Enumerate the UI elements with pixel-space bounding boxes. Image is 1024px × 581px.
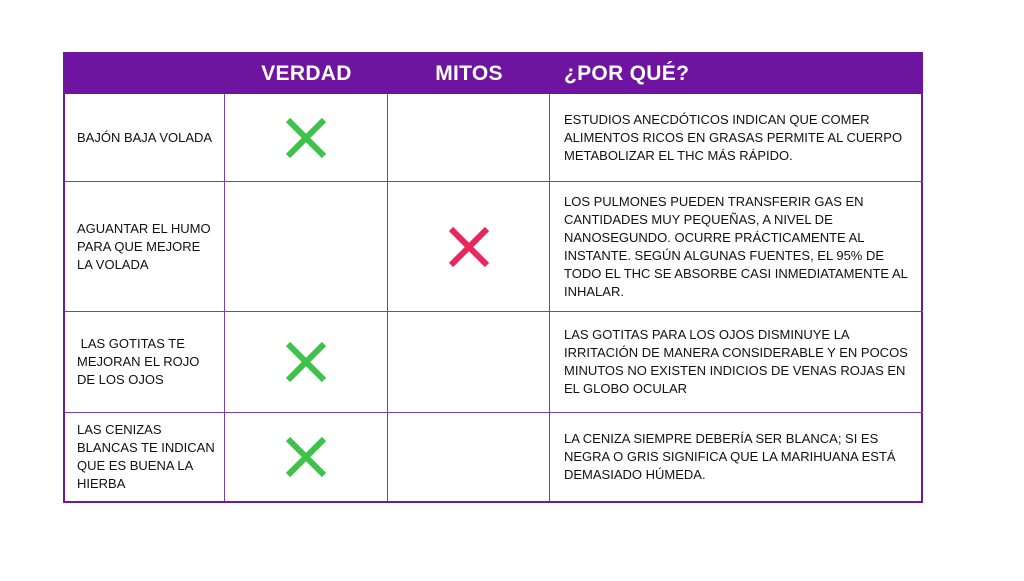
x-mark-icon (282, 114, 330, 162)
reason-cell: LAS GOTITAS PARA LOS OJOS DISMINUYE LA IRRITACIÓN DE MANERA CONSIDERABLE Y EN POCOS MINUTOS NO EXISTEN INDICIOS DE VENAS ROJAS EN EL GLOBO OCULAR (550, 312, 923, 413)
header-verdad: VERDAD (225, 54, 388, 94)
x-mark-icon (445, 223, 493, 271)
header-mitos: MITOS (388, 54, 550, 94)
row-label: AGUANTAR EL HUMO PARA QUE MEJORE LA VOLADA (65, 182, 225, 312)
verdad-cell (225, 182, 388, 312)
reason-cell: LOS PULMONES PUEDEN TRANSFERIR GAS EN CANTIDADES MUY PEQUEÑAS, A NIVEL DE NANOSEGUNDO. OCURRE PRÁCTICAMENTE AL INSTANTE. SEGÚN ALGUNAS FUENTES, EL 95% DE TODO EL THC SE ABSORBE CASI INMEDIATAMENTE AL INHALAR. (550, 182, 923, 312)
verdad-cell (225, 312, 388, 413)
row-label: BAJÓN BAJA VOLADA (65, 94, 225, 182)
header-por-que: ¿POR QUÉ? (550, 54, 923, 94)
x-mark-icon (282, 433, 330, 481)
mito-cell (388, 413, 550, 501)
mito-cell (388, 182, 550, 312)
x-mark-icon (282, 338, 330, 386)
verdad-cell (225, 413, 388, 501)
header-empty (65, 54, 225, 94)
reason-cell: LA CENIZA SIEMPRE DEBERÍA SER BLANCA; SI ES NEGRA O GRIS SIGNIFICA QUE LA MARIHUANA ESTÁ DEMASIADO HÚMEDA. (564, 431, 896, 482)
verdad-cell (225, 94, 388, 182)
mito-cell (388, 312, 550, 413)
myths-table (63, 52, 923, 503)
reason-cell: ESTUDIOS ANECDÓTICOS INDICAN QUE COMER ALIMENTOS RICOS EN GRASAS PERMITE AL CUERPO METABOLIZAR EL THC MÁS RÁPIDO. (550, 94, 923, 182)
row-label: LAS CENIZAS BLANCAS TE INDICAN QUE ES BUENA LA HIERBA (65, 413, 225, 501)
row-label: LAS GOTITAS TE MEJORAN EL ROJO DE LOS OJOS (65, 312, 225, 413)
mito-cell (388, 94, 550, 182)
